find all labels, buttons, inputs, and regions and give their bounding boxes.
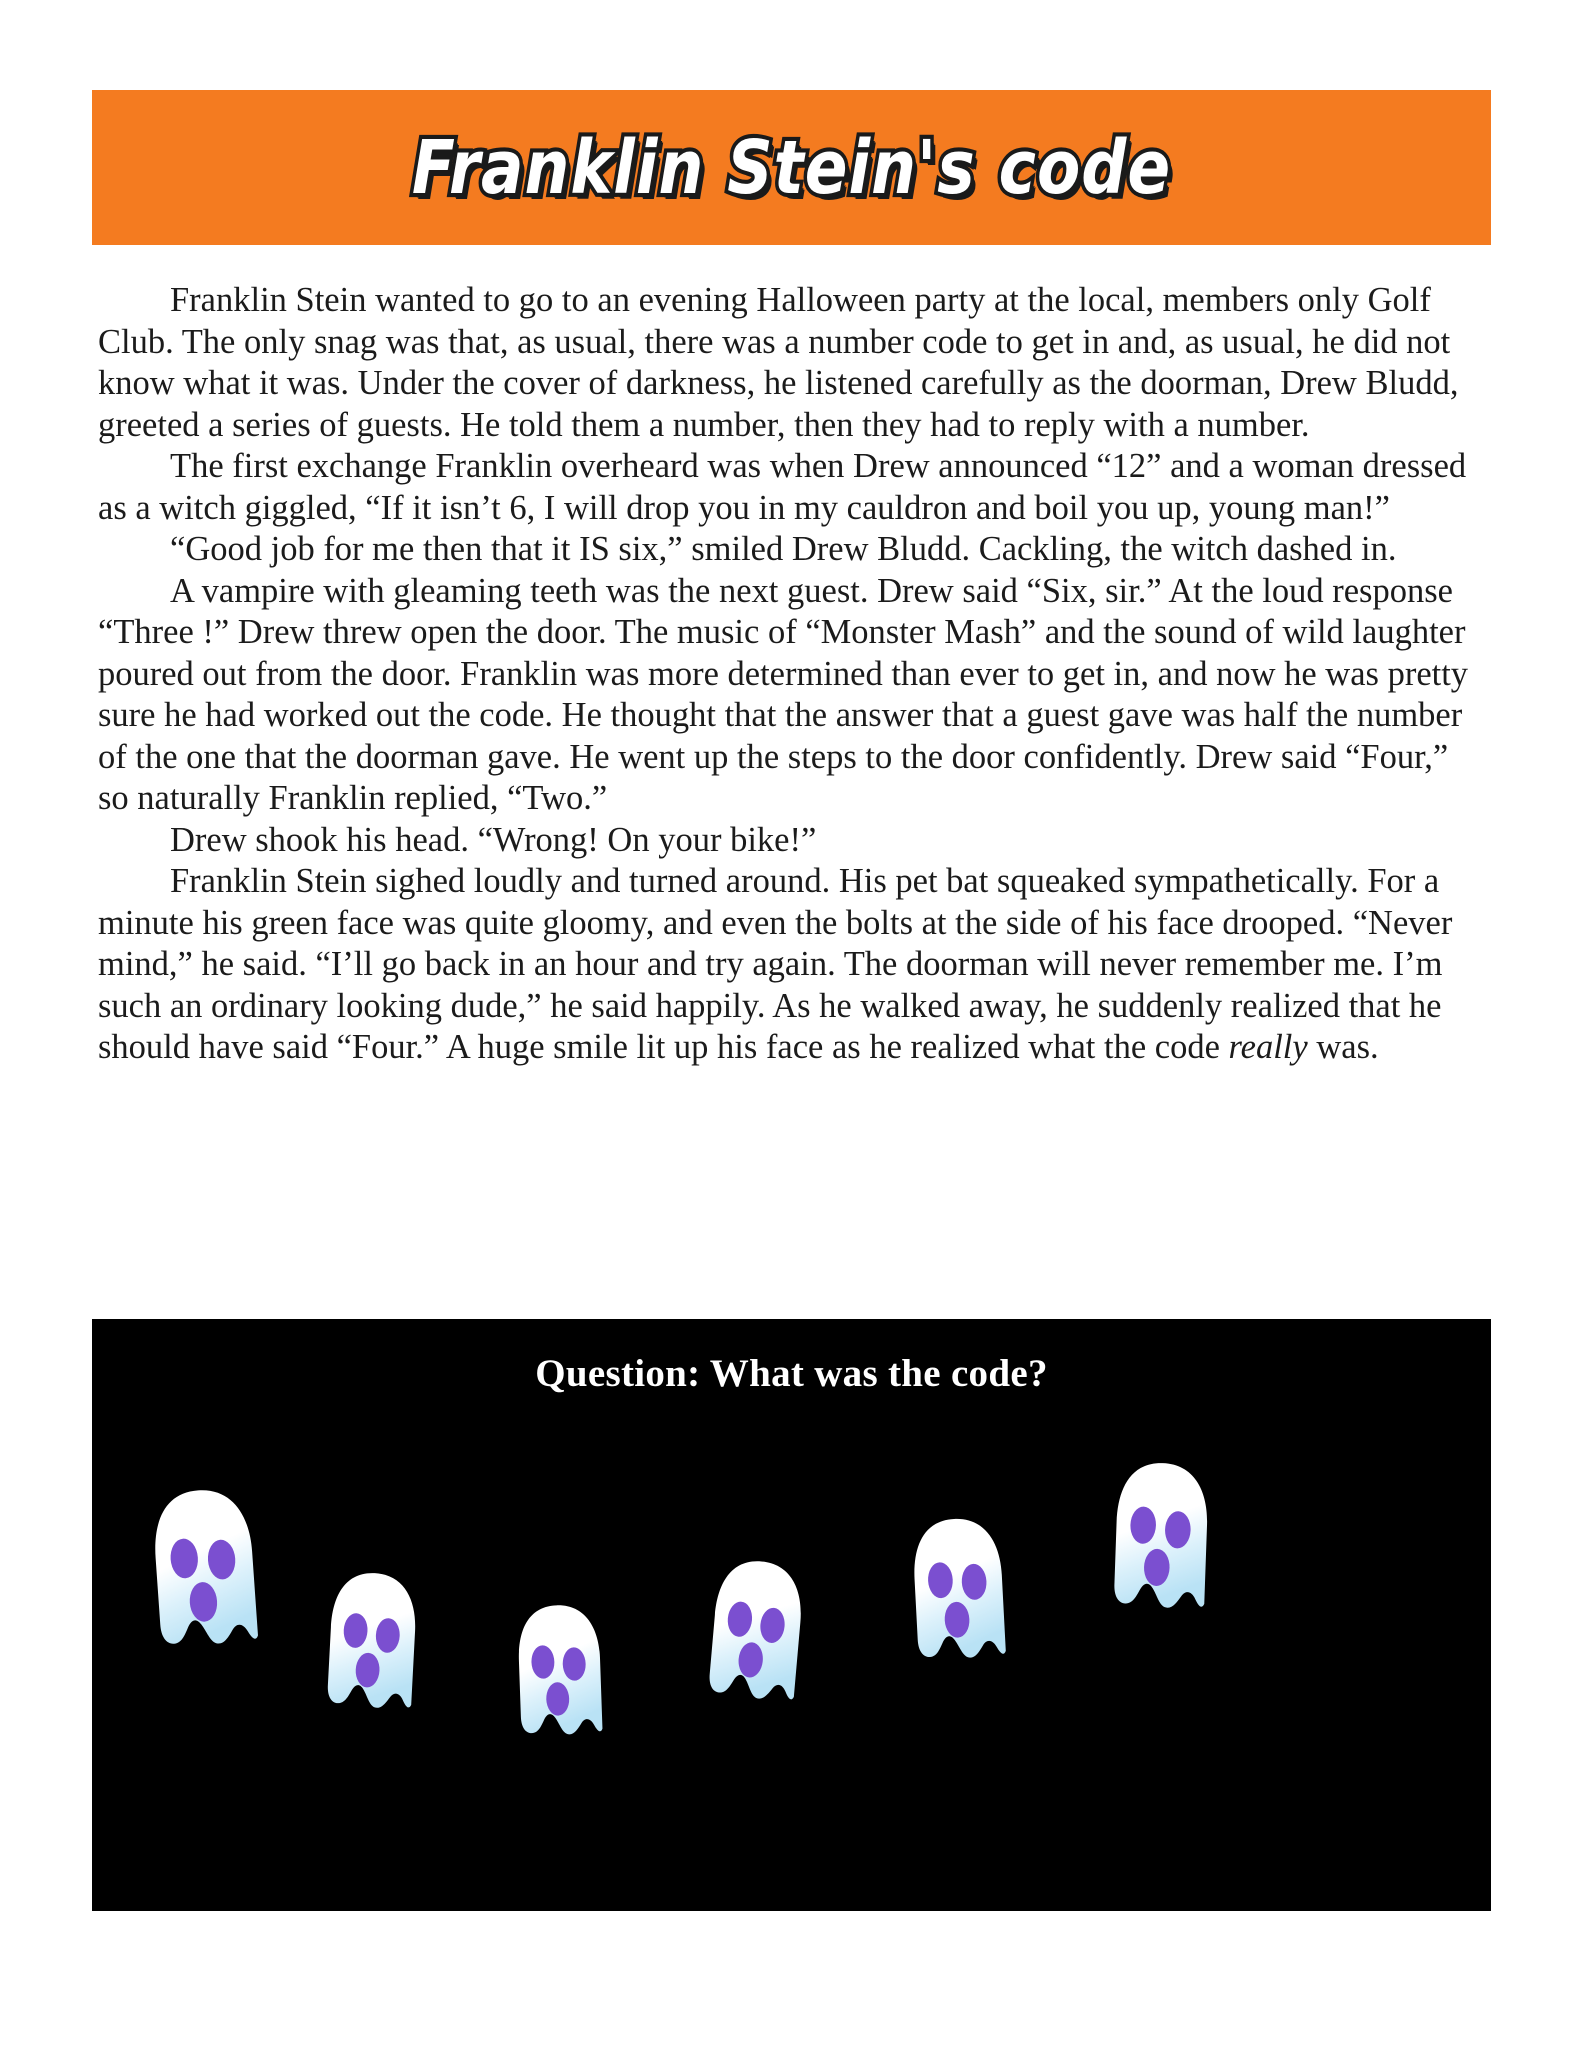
ghost-icon <box>136 1483 272 1666</box>
story-paragraph-3: “Good job for me then that it IS six,” smiled Drew Bludd. Cackling, the witch dashed in. <box>170 530 1397 568</box>
ghost-icon <box>313 1566 429 1726</box>
ghost-icon <box>504 1599 613 1753</box>
question-ghost-panel <box>92 1319 1491 1911</box>
story-paragraph-4: A vampire with gleaming teeth was the next guest. Drew said “Six, sir.” At the loud response “Three !” Drew threw open the door. The music of “Monster Mash” and the sound of wild laughter poured out from the door. Franklin was more determined than ever to get in, and now he was pretty sure he had worked out the code. He thought that the answer that a guest gave was half the number of the one that the doorman gave. He went up the steps to the door confidently. Drew said “Four,” so naturally Franklin replied, “Two.” <box>98 571 1469 817</box>
ghost-icon <box>693 1553 816 1720</box>
story-paragraph-2: The first exchange Franklin overheard was when Drew announced “12” and a woman dressed as a witch giggled, “If it isn’t 6, I will drop you in my cauldron and boil you up, young man!” <box>98 447 1467 527</box>
story-paragraph-5: Drew shook his head. “Wrong! On your bike!” <box>170 820 817 859</box>
emphasis-really: really <box>1228 1028 1308 1066</box>
ghost-icon <box>1099 1457 1221 1627</box>
final-paragraph-tail: was. <box>1307 1028 1379 1066</box>
question-heading: Question: What was the code? <box>535 1352 1048 1395</box>
story-body <box>98 280 1484 1069</box>
ghost-icon <box>898 1512 1018 1678</box>
final-paragraph-text: Franklin Stein sighed loudly and turned around. His pet bat squeaked sympathetically. For a minute his green face was quite gloomy, and even the bolts at the side of his face drooped. “Never mind,” he said. “I’ll go back in an hour and try again. The doorman will never remember me. I’m such an ordinary looking dude,” he said happily. As he walked away, he suddenly realized that he should have said “Four.” A huge smile lit up his face as he realized what the code <box>98 862 1453 1066</box>
title-banner <box>92 90 1491 245</box>
page-title: Franklin Stein's code <box>411 124 1172 211</box>
story-paragraph-6 <box>98 861 1484 1069</box>
story-paragraph-1: Franklin Stein wanted to go to an evening Halloween party at the local, members only Golf Club. The only snag was that, as usual, there was a number code to get in and, as usual, he did not know what it was. Under the cover of darkness, he listened carefully as the doorman, Drew Bludd, greeted a series of guests. He told them a number, then they had to reply with a number. <box>98 281 1459 444</box>
